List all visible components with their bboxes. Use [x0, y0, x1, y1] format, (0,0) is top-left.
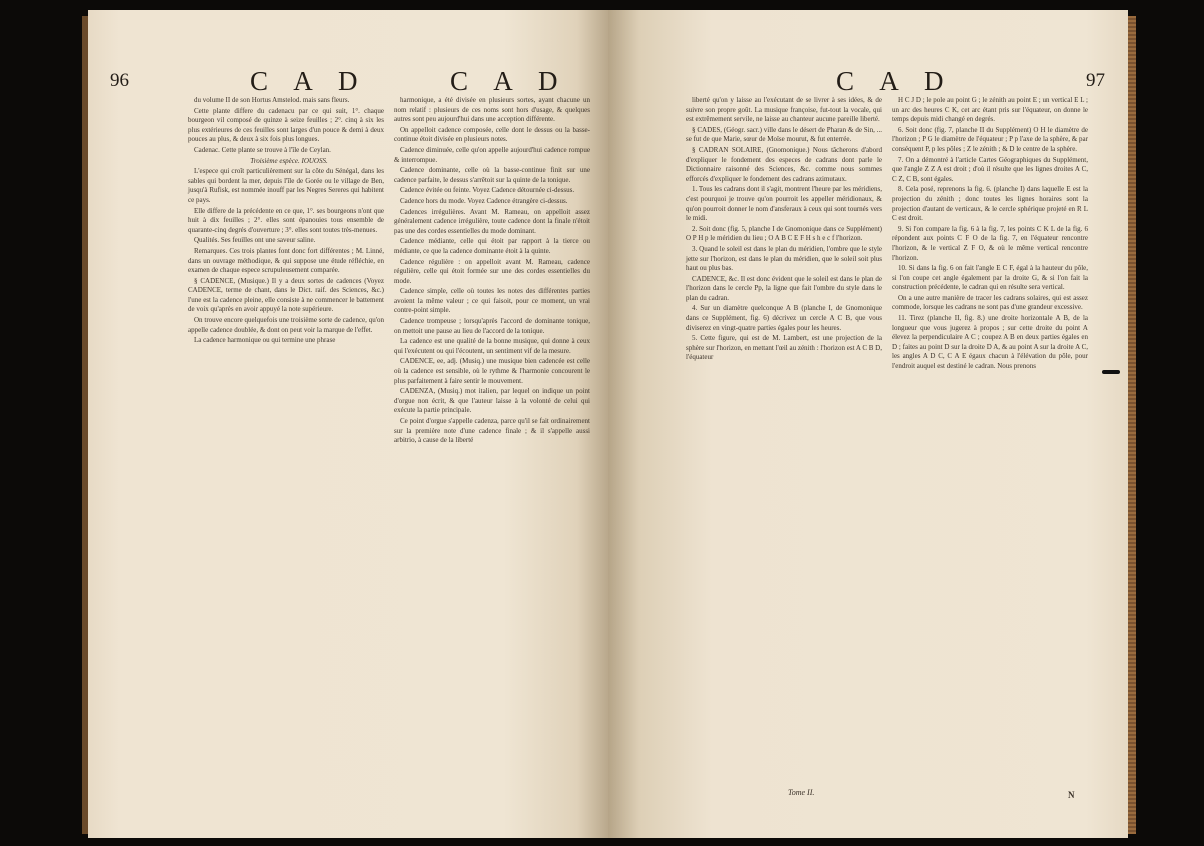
paragraph: harmonique, a été divisée en plusieurs sortes, ayant chacune un nom relatif : plusieurs de ces noms sont hors d'usage, & quelques autres sont peu aujourd'hui dans une acception différente. — [394, 96, 590, 124]
paragraph: La cadence harmonique ou qui termine une phrase — [194, 336, 336, 345]
paragraph: L'espece qui croît particulièrement sur la côte du Sénégal, dans les sables qui bordent la mer, depuis l'île de Gorée ou le village de Ben, jusqu'à Rufisk, est nommée inouff par les Negres Sereres qui habitent ce pays. — [188, 167, 384, 204]
paragraph: H C J D ; le pole au point G ; le zénith au point E ; un vertical E L ; un arc des heures C K, cet arc étant pris sur l'équateur, on donne le temps depuis midi changé en degrés. — [892, 96, 1088, 124]
paragraph: CADENZA, (Musiq.) mot italien, par lequel on indique un point d'orgue non écrit, & que l'auteur laisse à la volonté de celui qui exécute la partie principale. — [394, 387, 590, 415]
text-column — [394, 96, 590, 447]
paragraph: 7. On a démontré à l'article Cartes Géographiques du Supplément, que l'angle Z Z A est droit ; d'où il résulte que les lignes droites A C, C Z, C B, sont égales. — [892, 155, 1088, 183]
paragraph: Cadence trompeuse ; lorsqu'après l'accord de dominante tonique, on mettoit une pause au lieu de l'accord de la tonique. — [394, 317, 590, 335]
section-heading: Troisième espèce. IOUOSS. — [250, 156, 328, 165]
paragraph: 10. Si dans la fig. 6 on fait l'angle E C F, égal à la hauteur du pôle, si l'on coupe cet angle également par la droite G, & si l'on fait la construction précédente, le cadran qui en résulte sera vertical. — [892, 264, 1088, 292]
paragraph: 3. Quand le soleil est dans le plan du méridien, l'ombre que le style jette sur l'horizon, est dans le plan du méridien, que le soleil soit plus haut ou plus bas. — [686, 244, 882, 273]
paragraph: liberté qu'on y laisse au l'exécutant de se livrer à ses idées, & de suivre son propre goût. La musique françoise, fut-tout la vocale, qui est extrêmement servile, ne laisse au chanteur aucune pareille liberté. — [686, 96, 882, 124]
paragraph: Ce point d'orgue s'appelle cadenza, parce qu'il se fait ordinairement sur la première note d'une cadence finale ; & il s'appelle aussi arbitrio, à cause de la liberté — [394, 417, 590, 445]
paragraph: du volume II de son Hortus Amstelod. mais sans fleurs. — [194, 96, 350, 104]
paragraph: La cadence est une qualité de la bonne musique, qui donne à ceux qui l'exécutent ou qui l'écoutent, un sentiment vif de la mesure. — [394, 337, 590, 355]
paragraph: Qualités. Ses feuilles ont une saveur saline. — [194, 236, 316, 245]
paragraph: 1. Tous les cadrans dont il s'agit, montrent l'heure par les méridiens, c'est pourquoi je trouve qu'on pourroit les appeller méridionaux, & qu'on pourroit donner le nom d'ansferaux à ceux qui sont tournés vers le midi. — [686, 185, 882, 223]
page-marker — [1102, 370, 1120, 374]
paragraph: 5. Cette figure, qui est de M. Lambert, est une projection de la sphère sur l'horizon, en mettant l'œil au zénith : l'horizon est A C B D, l'équateur — [686, 334, 882, 362]
text-column — [188, 96, 384, 347]
paragraph: 11. Tirez (planche II, fig. 8.) une droite horizontale A B, de la longueur que vous jugerez à propos ; sur cette droite du point A élevez la perpendiculaire A C ; coupez A B en deux parties égales en D ; faites au point D sur la droite D A, & au point A sur la droite A C, les angles A D C, C A E égaux chacun à l'élévation du pôle, pour l'endroit auquel est destiné le cadran. Nous prenons — [892, 314, 1088, 371]
paragraph: 9. Si l'on compare la fig. 6 à la fig. 7, les points C K L de la fig. 6 répondent aux points C F O de la fig. 7, en l'équateur rencontre l'horizon, & le vertical Z F O, & où le même vertical rencontre l'horizon. — [892, 224, 1088, 262]
paragraph: § CADES, (Géogr. sacr.) ville dans le désert de Pharan & de Sin, ... se fut de que Marie, sœur de Moïse mourut, & fut enterrée. — [686, 125, 882, 144]
paragraph: Cadence dominante, celle où la basse-continue finit sur une cadence parfaite, le dessus s'arrêtoit sur la quinte de la tonique. — [394, 166, 590, 184]
text-column — [686, 96, 882, 364]
paragraph: 8. Cela posé, reprenons la fig. 6. (planche I) dans laquelle E est la projection du zénith ; donc toutes les lignes horaires sont la projection d'autant de verticaux, & le cercle sphérique projeté en R L C est droit. — [892, 185, 1088, 223]
text-column — [892, 96, 1088, 373]
paragraph: Cadences irrégulières. Avant M. Rameau, on appelloit assez généralement cadence irrégulière, toute cadence dont la finale n'étoit pas une des cordes essentielles du mode dominant. — [394, 207, 590, 235]
page-number: 97 — [1086, 70, 1105, 91]
paragraph: Remarques. Ces trois plantes font donc fort différentes ; M. Linné, dans un ouvrage méthodique, & qui suppose une étude réfléchie, en examen de chaque espece scrupuleusement comparée. — [188, 246, 384, 275]
page-number: 96 — [110, 70, 129, 91]
paragraph: CADENCE, &c. Il est donc évident que le soleil est dans le plan de l'horizon dans le cercle Pp, la ligne que fait l'ombre du style dans le plan du cadran. — [686, 274, 882, 302]
left-page — [88, 10, 608, 838]
paragraph: Cadence diminuée, celle qu'on appelle aujourd'hui cadence rompue & interrompue. — [394, 145, 590, 164]
right-page-edge — [1128, 16, 1136, 834]
paragraph: Cadence simple, celle où toutes les notes des différentes parties avoient la même valeur ; ce qui faisoit, pour ce moment, un vrai contre-point simple. — [394, 287, 590, 315]
paragraph: Cadenac. Cette plante se trouve à l'île de Ceylan. — [194, 145, 331, 154]
volume-footer: Tome II. — [788, 788, 815, 797]
running-head: C A D — [450, 66, 568, 96]
paragraph: On appelloit cadence composée, celle dont le dessus ou la basse-continue étoit divisée en plusieurs notes. — [394, 125, 590, 144]
paragraph: § CADRAN SOLAIRE, (Gnomonique.) Nous tâcherons d'abord d'expliquer le fondement des especes de cadrans dont parle le Dictionnaire raisonné des Sciences, &c. comme nous sommes efforcés d'expliquer le fondement des cadrans azimutaux. — [686, 145, 882, 183]
paragraph: § CADENCE, (Musique.) Il y a deux sortes de cadences (Voyez CADENCE, terme de chant, dans le Dict. raif. des Sciences, &c.) l'une est la cadence pleine, elle consiste à ne commencer le battement de voix qu'après en avoir appuyé la note supérieure. — [188, 276, 384, 314]
paragraph: Cadence hors du mode. Voyez Cadence étrangère ci-dessus. — [400, 196, 568, 205]
paragraph: On trouve encore quelquefois une troisième sorte de cadence, qu'on appelle cadence doublée, & dont on peut voir la marque de l'effet. — [188, 316, 384, 334]
paragraph: Cadence régulière : on appelloit avant M. Rameau, cadence régulière, celle qui étoit formée sur une des cordes essentielles du mode. — [394, 257, 590, 285]
paragraph: Elle differe de la précédente en ce que, 1°. ses bourgeons n'ont que huit à dix feuilles ; 2°. elles sont épanouies tous ensemble de quarante-cinq degrés d'ouverture ; 3°. elles sont toutes très-menues. — [188, 206, 384, 234]
paragraph: 6. Soit donc (fig. 7, planche II du Supplément) O H le diamètre de l'horizon ; P G le diamètre de l'équateur ; P p l'axe de la sphère, & par conséquent P, p les pôles ; Z le zénith ; & D le centre de la sphère. — [892, 125, 1088, 153]
paragraph: Cadence évitée ou feinte. Voyez Cadence détournée ci-dessus. — [400, 186, 575, 195]
paragraph: On a une autre manière de tracer les cadrans solaires, qui est assez commode, lorsque les cadrans ne sont pas d'une grandeur excessive. — [892, 293, 1088, 312]
paragraph: 4. Sur un diamètre quelconque A B (planche I, de Gnomonique dans ce Supplément, fig. 6) décrivez un cercle A C B, que vous diviserez en vingt-quatre parties égales pour les heures. — [686, 304, 882, 332]
running-head: C A D — [250, 66, 368, 96]
open-book — [88, 10, 1128, 838]
paragraph: 2. Soit donc (fig. 5, planche I de Gnomonique dans ce Supplément) O P H p le méridien du lieu ; O A B C E F H s h e c f l'horizon. — [686, 224, 882, 243]
right-page — [608, 10, 1128, 838]
paragraph: CADENCE, ee, adj. (Musiq.) une musique bien cadencée est celle où la cadence est sensible, où le rythme & l'harmonie concourent le plus parfaitement à faire sentir le mouvement. — [394, 357, 590, 385]
paragraph: Cette plante differe du cadenacu par ce qui suit, 1°. chaque bourgeon vil composé de quinze à seize feuilles ; 2°. cinq à six les plus extérieures de ces feuilles sont larges d'un pouce & demi à deux pouces au plus, & deux à six fois plus longues. — [188, 106, 384, 144]
signature-mark: N — [1068, 790, 1075, 800]
running-head: C A D — [836, 66, 954, 96]
paragraph: Cadence médiante, celle qui étoit par rapport à la tierce ou médiante, ce que la cadence dominante étoit à la quinte. — [394, 237, 590, 255]
